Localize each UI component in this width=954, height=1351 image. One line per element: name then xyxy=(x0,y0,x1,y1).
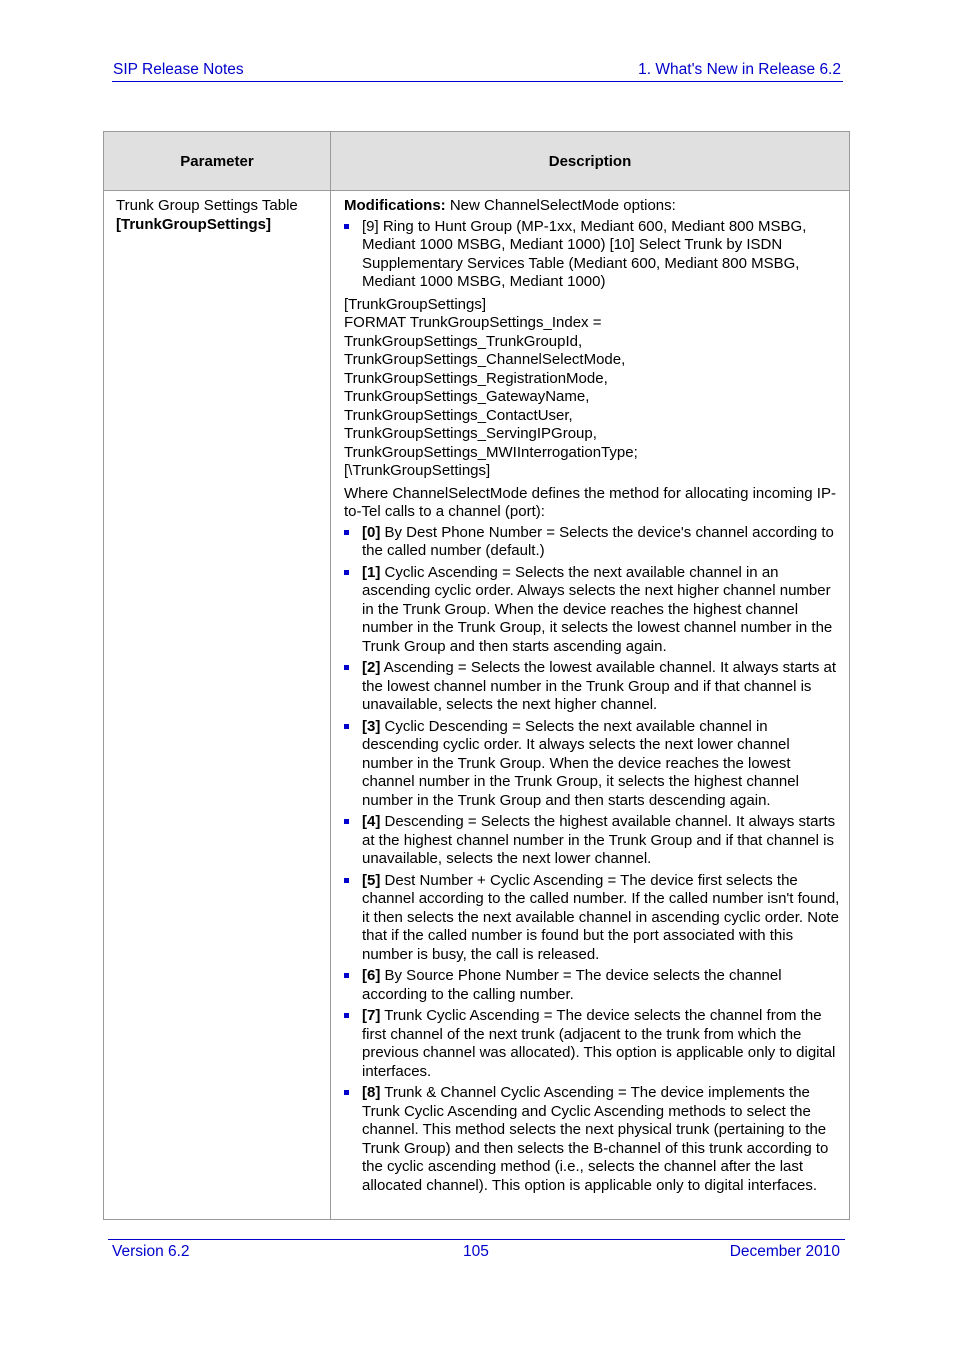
modifications-label: Modifications: xyxy=(344,197,446,214)
modifications-line xyxy=(344,197,841,216)
bullet-icon xyxy=(344,878,349,883)
table-row xyxy=(104,191,850,1220)
bullet-icon xyxy=(344,1090,349,1095)
option-text: Cyclic Descending = Selects the next available channel in descending cyclic order. It always selects the next lower channel number in the Trunk Group. When the device reaches the lowest channel number in the Trunk Group, it selects the highest channel number in the Trunk Group and then starts descending again. xyxy=(362,717,799,809)
format-line: TrunkGroupSettings_TrunkGroupId, xyxy=(344,332,583,350)
description-cell xyxy=(331,191,850,1220)
option-text: Cyclic Ascending = Selects the next available channel in an ascending cyclic order. Always selects the next higher channel number in the Trunk Group. When the device reaches the highest channel number in the Trunk Group, it selects the lowest channel number in the Trunk Group and then starts ascending again. xyxy=(362,563,833,655)
format-block xyxy=(344,296,841,481)
bullet-icon xyxy=(344,570,349,575)
parameter-cell xyxy=(104,191,331,1220)
header-section-title: 1. What's New in Release 6.2 xyxy=(638,61,841,78)
parameter-table xyxy=(103,131,850,1220)
bullet-icon xyxy=(344,224,349,229)
option-code: [6] xyxy=(362,967,381,984)
option-text: By Source Phone Number = The device selects the channel according to the calling number. xyxy=(362,967,782,1003)
option-code: [7] xyxy=(362,1007,381,1024)
modification-item-text: [9] Ring to Hunt Group (MP-1xx, Mediant 600, Mediant 800 MSBG, Mediant 1000 MSBG, Mediant 1000) [10] Select Trunk by ISDN Supplementary Services Table (Mediant 600, Mediant 800 MSBG, Mediant 1000 MSBG, Mediant 1000) xyxy=(362,217,807,290)
format-line: TrunkGroupSettings_GatewayName, xyxy=(344,388,590,405)
option-code: [0] xyxy=(362,523,381,541)
option-text: Dest Number + Cyclic Ascending = The device first selects the channel according to the called number. If the called number isn't found, it then selects the next available channel in ascending cyclic order. Note that if the called number is found but the port associated with this number is busy, the call is released. xyxy=(362,871,840,963)
format-line: FORMAT TrunkGroupSettings_Index = xyxy=(344,314,602,331)
list-item xyxy=(344,872,841,965)
list-item xyxy=(344,659,841,715)
footer-date: December 2010 xyxy=(729,1243,840,1260)
list-item xyxy=(344,718,841,811)
header-doc-title: SIP Release Notes xyxy=(113,61,244,78)
footer-version: Version 6.2 xyxy=(112,1243,190,1260)
option-text: By Dest Phone Number = Selects the device's channel according to the called number (default.) xyxy=(362,523,834,559)
list-item xyxy=(344,1084,841,1195)
format-line: TrunkGroupSettings_ServingIPGroup, xyxy=(344,425,597,442)
page-header xyxy=(112,60,843,82)
bullet-icon xyxy=(344,973,349,978)
modifications-list xyxy=(344,218,841,292)
bullet-icon xyxy=(344,530,349,535)
bullet-icon xyxy=(344,819,349,824)
format-line: [TrunkGroupSettings] xyxy=(344,295,487,313)
format-line: TrunkGroupSettings_ChannelSelectMode, xyxy=(344,351,626,368)
format-line: TrunkGroupSettings_MWIInterrogationType; xyxy=(344,443,638,461)
option-text: Ascending = Selects the lowest available channel. It always starts at the lowest channel number in the Trunk Group and if that channel is unavailable, selects the next higher channel. xyxy=(362,659,837,713)
page-footer xyxy=(108,1239,845,1260)
column-header-parameter: Parameter xyxy=(104,132,331,191)
list-item xyxy=(344,813,841,869)
list-item xyxy=(344,1007,841,1081)
list-item xyxy=(344,564,841,657)
option-code: [2] xyxy=(362,659,381,676)
column-header-description: Description xyxy=(331,132,850,191)
option-code: [8] xyxy=(362,1084,381,1101)
format-line: TrunkGroupSettings_RegistrationMode, xyxy=(344,369,608,387)
parameter-name: Trunk Group Settings Table xyxy=(116,197,298,214)
option-code: [3] xyxy=(362,717,381,735)
bullet-icon xyxy=(344,724,349,729)
option-code: [1] xyxy=(362,563,381,581)
option-text: Descending = Selects the highest available channel. It always starts at the highest channel number in the Trunk Group and if that channel is unavailable, selects the next lower channel. xyxy=(362,813,836,867)
parameter-id: [TrunkGroupSettings] xyxy=(116,215,271,233)
option-code: [5] xyxy=(362,871,381,889)
option-text: Trunk Cyclic Ascending = The device selects the channel from the first channel of the next trunk (adjacent to the trunk from which the previous channel was allocated). This option is applicable only to digital interfaces. xyxy=(362,1007,836,1080)
list-item xyxy=(344,524,841,561)
bullet-icon xyxy=(344,665,349,670)
where-paragraph: Where ChannelSelectMode defines the method for allocating incoming IP-to-Tel calls to a channel (port): xyxy=(344,484,836,520)
bullet-icon xyxy=(344,1013,349,1018)
footer-page-number: 105 xyxy=(463,1243,489,1260)
format-line: [\TrunkGroupSettings] xyxy=(344,462,491,479)
option-text: Trunk & Channel Cyclic Ascending = The device implements the Trunk Cyclic Ascending and Cyclic Ascending methods to select the channel. This method selects the next physical trunk (pertaining to the Trunk Group) and then selects the B-channel of this trunk according to the cyclic ascending method (i.e., selects the channel after the last allocated channel). This option is applicable only to digital interfaces. xyxy=(362,1084,829,1194)
format-line: TrunkGroupSettings_ContactUser, xyxy=(344,406,573,424)
table-header-row xyxy=(104,132,850,191)
option-code: [4] xyxy=(362,813,381,830)
options-list xyxy=(344,524,841,1196)
list-item xyxy=(344,967,841,1004)
modifications-text: New ChannelSelectMode options: xyxy=(445,197,676,214)
list-item xyxy=(344,218,841,292)
